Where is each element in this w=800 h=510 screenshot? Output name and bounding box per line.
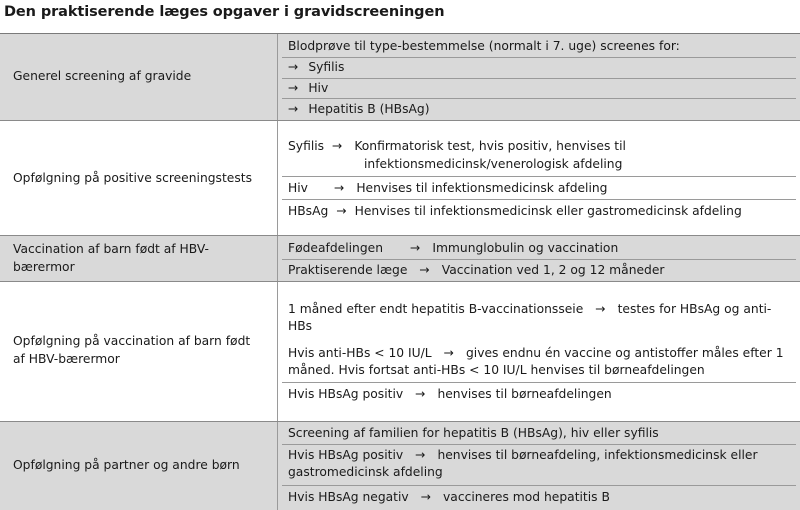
section-positive-followup — [0, 121, 800, 235]
document-title: Den praktiserende læges opgaver i gravidscreeningen — [4, 4, 445, 20]
partner-row: Hvis HBsAg negativ → vaccineres mod hepatitis B — [288, 490, 610, 504]
arrow-icon: → — [419, 263, 430, 277]
row-separator — [282, 259, 796, 260]
row-separator — [282, 199, 796, 200]
followup-row-continued: infektionsmedicinsk/venerologisk afdeling — [364, 157, 623, 171]
arrow-icon: → — [332, 139, 343, 153]
section-label: Opfølgning på partner og andre børn — [13, 458, 240, 472]
row-separator — [282, 78, 796, 79]
arrow-icon: → — [288, 102, 299, 116]
column-divider — [277, 236, 278, 281]
arrow-icon: → — [415, 387, 426, 401]
vaccination-followup-row: Hvis HBsAg positiv → henvises til børneafdelingen — [288, 387, 612, 401]
followup-row: Syfilis → Konfirmatorisk test, hvis positiv, henvises til — [288, 139, 626, 153]
arrow-icon: → — [336, 204, 347, 218]
section-label: Opfølgning på positive screeningstests — [13, 171, 252, 185]
section-label: Vaccination af barn født af HBV-bærermor — [13, 242, 209, 274]
screening-item: → Hepatitis B (HBsAg) — [288, 102, 430, 116]
row-separator — [282, 176, 796, 177]
column-divider — [277, 34, 278, 120]
row-separator — [282, 485, 796, 486]
screening-item: → Hiv — [288, 81, 329, 95]
section-vaccination-followup — [0, 282, 800, 421]
section-child-vaccination — [0, 236, 800, 281]
partner-row: Screening af familien for hepatitis B (HBsAg), hiv eller syfilis — [288, 426, 659, 440]
arrow-icon: → — [420, 490, 431, 504]
vaccination-followup-row: 1 måned efter endt hepatitis B-vaccinationsseie → testes for HBsAg og anti-HBs — [288, 302, 772, 333]
screening-item: → Syfilis — [288, 60, 345, 74]
arrow-icon: → — [415, 448, 426, 462]
row-separator — [282, 444, 796, 445]
section-label: Generel screening af gravide — [13, 69, 192, 83]
row-separator — [282, 57, 796, 58]
column-divider — [277, 422, 278, 510]
section-label: Opfølgning på vaccination af barn født af HBV-bærermor — [13, 334, 251, 366]
arrow-icon: → — [410, 241, 421, 255]
section-general-screening — [0, 34, 800, 120]
vaccination-followup-row: Hvis anti-HBs < 10 IU/L → gives endnu én vaccine og antistoffer måles efter 1 måned. Hvis fortsat anti-HBs < 10 IU/L henvises til børneafdelingen — [288, 346, 784, 377]
column-divider — [277, 282, 278, 421]
arrow-icon: → — [288, 60, 299, 74]
arrow-icon: → — [595, 302, 606, 316]
followup-row: Hiv → Henvises til infektionsmedicinsk afdeling — [288, 181, 608, 195]
row-separator — [282, 382, 796, 383]
followup-row: HBsAg → Henvises til infektionsmedicinsk eller gastromedicinsk afdeling — [288, 204, 742, 218]
section-partner-followup — [0, 422, 800, 510]
vaccination-row: Fødeafdelingen → Immunglobulin og vaccination — [288, 241, 619, 255]
arrow-icon: → — [443, 346, 454, 360]
row-separator — [282, 98, 796, 99]
arrow-icon: → — [288, 81, 299, 95]
partner-row: Hvis HBsAg positiv → henvises til børneafdeling, infektionsmedicinsk eller gastromedicinsk afdeling — [288, 448, 758, 479]
vaccination-row: Praktiserende læge → Vaccination ved 1, 2 og 12 måneder — [288, 263, 665, 277]
arrow-icon: → — [334, 181, 345, 195]
screening-intro: Blodprøve til type-bestemmelse (normalt i 7. uge) screenes for: — [288, 39, 680, 53]
column-divider — [277, 121, 278, 235]
